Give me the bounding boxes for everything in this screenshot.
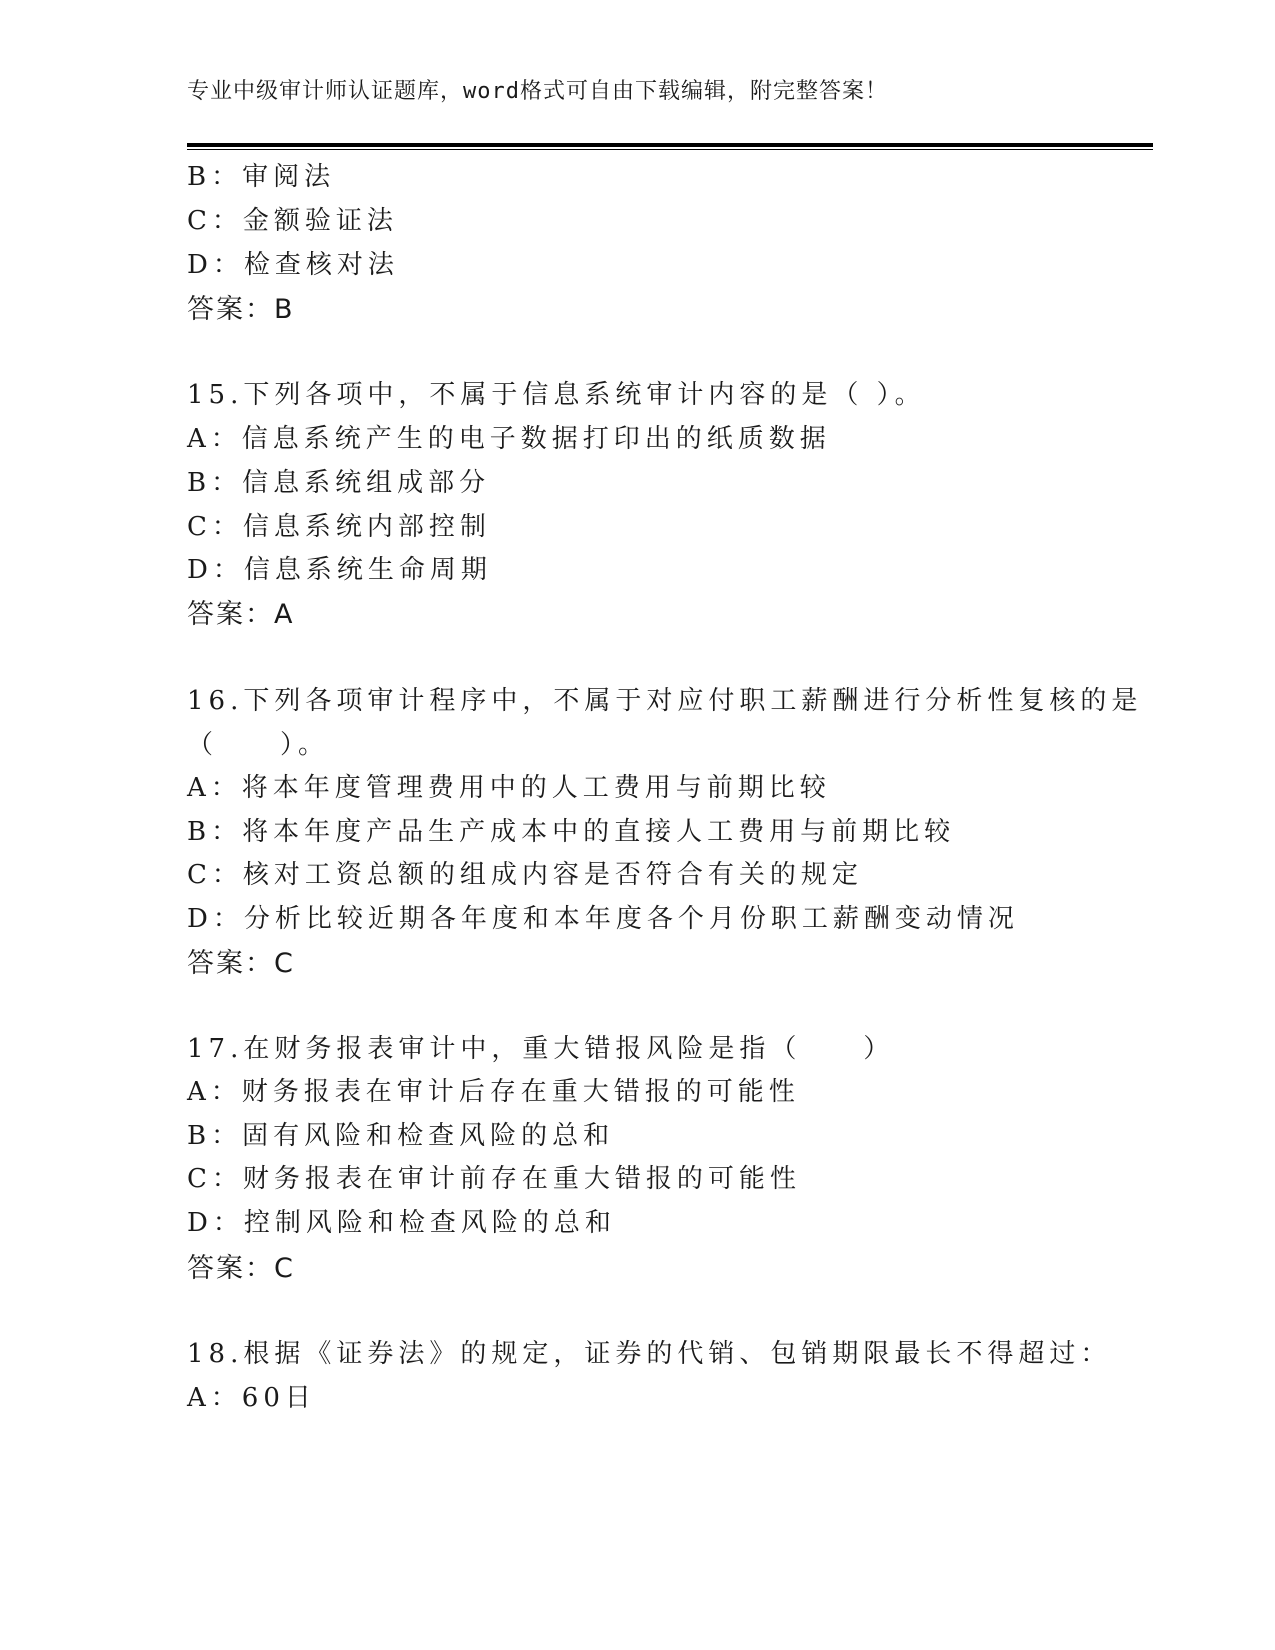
q15-option-a: A：信息系统产生的电子数据打印出的纸质数据	[187, 424, 831, 454]
q17-stem: 17.在财务报表审计中，重大错报风险是指（ ）	[187, 1034, 895, 1064]
q18-stem: 18.根据《证券法》的规定，证券的代销、包销期限最长不得超过：	[187, 1339, 1112, 1369]
q15-option-d: D：信息系统生命周期	[187, 555, 492, 585]
q17-option-c: C：财务报表在审计前存在重大错报的可能性	[187, 1164, 801, 1194]
q16-option-b: B：将本年度产品生产成本中的直接人工费用与前期比较	[187, 817, 956, 847]
q16-stem-line2: （ ）。	[187, 730, 330, 760]
page-header: 专业中级审计师认证题库，word格式可自由下载编辑，附完整答案！	[187, 79, 888, 104]
header-rule-thin	[187, 149, 1153, 150]
header-rule-thick	[187, 143, 1153, 147]
q17-answer: 答案：C	[187, 1253, 295, 1284]
q17-option-b: B：固有风险和检查风险的总和	[187, 1121, 615, 1151]
q16-option-a: A：将本年度管理费用中的人工费用与前期比较	[187, 773, 831, 803]
q15-stem: 15.下列各项中，不属于信息系统审计内容的是（ ）。	[187, 380, 926, 410]
q18-option-a: A：60日	[187, 1383, 316, 1413]
q14-option-b: B：审阅法	[187, 162, 336, 192]
q16-option-c: C：核对工资总额的组成内容是否符合有关的规定	[187, 860, 863, 890]
q16-option-d: D：分析比较近期各年度和本年度各个月份职工薪酬变动情况	[187, 904, 1019, 934]
q15-answer: 答案：A	[187, 599, 295, 630]
q15-option-b: B：信息系统组成部分	[187, 468, 491, 498]
q15-option-c: C：信息系统内部控制	[187, 512, 491, 542]
q14-option-d: D：检查核对法	[187, 250, 399, 280]
q17-option-a: A：财务报表在审计后存在重大错报的可能性	[187, 1077, 800, 1107]
q14-answer: 答案：B	[187, 294, 295, 325]
q16-answer: 答案：C	[187, 948, 295, 979]
q16-stem-line1: 16.下列各项审计程序中，不属于对应付职工薪酬进行分析性复核的是	[187, 686, 1143, 716]
q17-option-d: D：控制风险和检查风险的总和	[187, 1208, 616, 1238]
q14-option-c: C：金额验证法	[187, 206, 398, 236]
